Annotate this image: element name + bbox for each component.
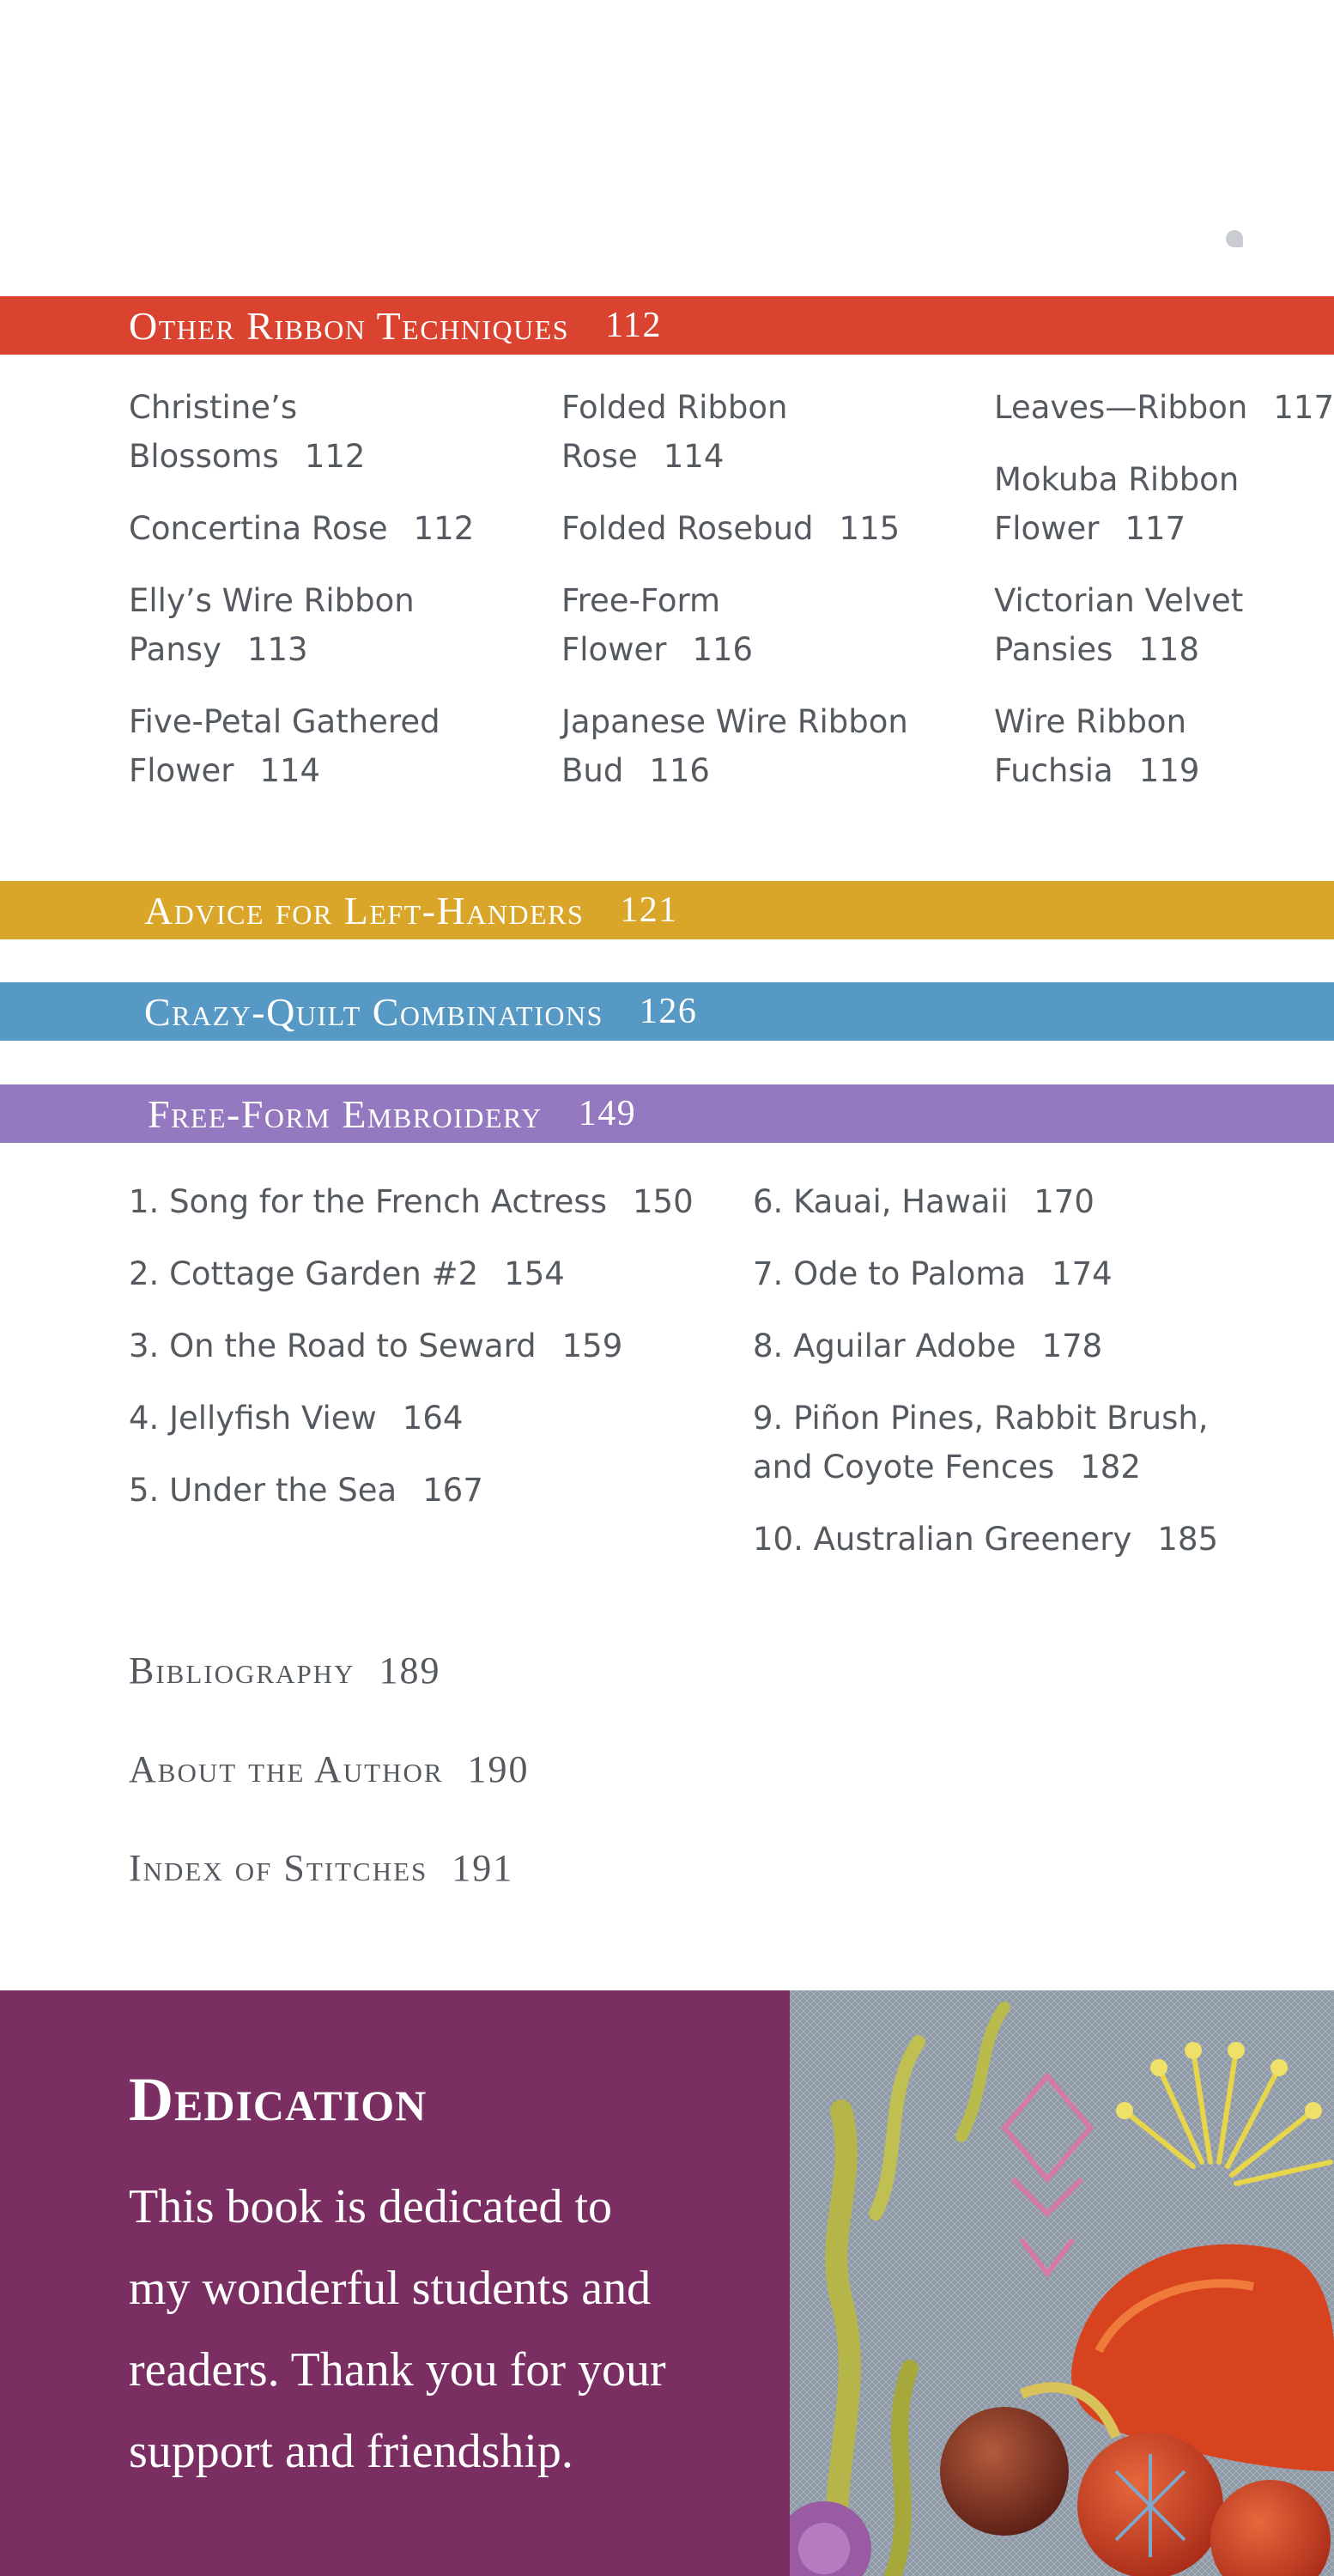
- entry-page: 164: [402, 1400, 464, 1437]
- entry-page: 189: [379, 1649, 441, 1692]
- entry-page: 117: [1273, 389, 1334, 426]
- entry-title-line: [753, 1249, 1218, 1298]
- entry-page: 170: [1034, 1183, 1094, 1220]
- entry-title-text: Fuchsia: [994, 752, 1113, 789]
- entry-page: 114: [663, 438, 725, 475]
- embroidery-illustration: [790, 1990, 1334, 2576]
- toc-entry: [561, 697, 908, 795]
- entry-title-line: Mokuba Ribbon: [994, 461, 1240, 498]
- entry-title-text: and Coyote Fences: [753, 1449, 1055, 1485]
- ribbon-column-2: [561, 383, 908, 818]
- toc-entry: [129, 504, 474, 553]
- toc-entry-index-of-stitches: [129, 1846, 513, 1890]
- section-page: 121: [620, 890, 678, 930]
- entry-title-line: [753, 1177, 1218, 1226]
- toc-entry: [129, 697, 474, 795]
- entry-page: 154: [504, 1255, 565, 1292]
- entry-title-line: [129, 1321, 694, 1370]
- entry-page: 112: [304, 438, 366, 475]
- entry-title-text: 2. Cottage Garden #2: [129, 1255, 479, 1292]
- section-header-crazy-quilt: [0, 982, 1334, 1041]
- entry-page: 115: [839, 510, 900, 547]
- ribbon-column-1: [129, 383, 474, 818]
- entry-title-text: Pansy: [129, 631, 221, 668]
- entry-title-text: Leaves—Ribbon: [994, 389, 1248, 426]
- entry-title-text: Flower: [129, 752, 234, 789]
- toc-entry: [753, 1394, 1218, 1492]
- dedication-text: [129, 2166, 764, 2493]
- entry-title-line: [561, 625, 908, 674]
- entry-title-text: 1. Song for the French Actress: [129, 1183, 607, 1220]
- entry-title-line: [129, 1249, 694, 1298]
- entry-title-line: [994, 383, 1334, 432]
- toc-entry: [753, 1177, 1218, 1226]
- entry-page: 190: [467, 1748, 530, 1790]
- entry-title-text: 4. Jellyfish View: [129, 1400, 377, 1437]
- paper-smudge: [1226, 230, 1243, 247]
- toc-entry: [129, 1321, 694, 1370]
- dedication-title: Dedication: [129, 2065, 427, 2134]
- entry-title-line: [129, 625, 474, 674]
- toc-entry-about-the-author: [129, 1747, 530, 1791]
- section-title: Advice for Left-Handers: [144, 888, 585, 933]
- dedication-panel: [0, 1990, 790, 2576]
- free-form-column-2: [753, 1177, 1218, 1587]
- entry-title-line: [994, 504, 1334, 553]
- entry-title-text: Folded Rosebud: [561, 510, 814, 547]
- entry-title-line: [129, 1394, 694, 1443]
- dedication-line: readers. Thank you for your: [129, 2343, 666, 2397]
- entry-title-text: Rose: [561, 438, 638, 475]
- entry-page: 182: [1080, 1449, 1141, 1485]
- entry-title-text: Flower: [561, 631, 667, 668]
- entry-title-text: 7. Ode to Paloma: [753, 1255, 1027, 1292]
- entry-title-line: [753, 1443, 1218, 1492]
- toc-entry: [129, 383, 474, 481]
- entry-title-text: 8. Aguilar Adobe: [753, 1327, 1016, 1364]
- embroidery-photo: [790, 1990, 1334, 2576]
- entry-title-text: Pansies: [994, 631, 1113, 668]
- entry-page: 150: [633, 1183, 694, 1220]
- dedication-line: my wonderful students and: [129, 2262, 652, 2315]
- section-page: 112: [605, 306, 663, 345]
- toc-entry: [561, 383, 908, 481]
- entry-title-line: Christine’s: [129, 389, 298, 426]
- ribbon-column-3: [994, 383, 1334, 818]
- entry-title-line: [129, 432, 474, 481]
- entry-title: About the Author: [129, 1748, 444, 1790]
- section-header-free-form-embroidery: [0, 1084, 1334, 1143]
- entry-title-line: Wire Ribbon: [994, 703, 1187, 740]
- toc-entry: [994, 576, 1334, 674]
- entry-title-line: [129, 1177, 694, 1226]
- toc-entry: [129, 576, 474, 674]
- entry-title-text: 5. Under the Sea: [129, 1472, 397, 1509]
- entry-title-line: 9. Piñon Pines, Rabbit Brush,: [753, 1400, 1209, 1437]
- section-page: 126: [639, 992, 698, 1031]
- toc-entry: [994, 697, 1334, 795]
- entry-title: Bibliography: [129, 1649, 355, 1692]
- entry-page: 118: [1138, 631, 1199, 668]
- free-form-column-1: [129, 1177, 694, 1538]
- toc-entry: [129, 1466, 694, 1515]
- entry-title-line: [753, 1515, 1218, 1564]
- entry-page: 117: [1125, 510, 1186, 547]
- section-title: Crazy-Quilt Combinations: [144, 989, 603, 1034]
- entry-title-line: Free-Form: [561, 582, 721, 619]
- entry-page: 167: [422, 1472, 483, 1509]
- entry-title-line: [129, 746, 474, 795]
- entry-page: 178: [1041, 1327, 1103, 1364]
- entry-title-line: [129, 504, 474, 553]
- toc-entry: [561, 504, 908, 553]
- section-header-other-ribbon-techniques: [0, 296, 1334, 355]
- toc-entry: [753, 1249, 1218, 1298]
- toc-entry: [994, 383, 1334, 432]
- entry-title-line: Folded Ribbon: [561, 389, 788, 426]
- entry-page: 119: [1138, 752, 1200, 789]
- entry-title-line: [561, 504, 908, 553]
- toc-entry: [129, 1394, 694, 1443]
- entry-page: 159: [561, 1327, 623, 1364]
- section-header-advice-left-handers: [0, 881, 1334, 939]
- toc-entry-bibliography: [129, 1649, 440, 1692]
- toc-entry: [561, 576, 908, 674]
- entry-title: Index of Stitches: [129, 1847, 428, 1889]
- entry-title-line: [561, 746, 908, 795]
- entry-title-line: Elly’s Wire Ribbon: [129, 582, 415, 619]
- toc-entry: [129, 1177, 694, 1226]
- entry-title-text: 3. On the Road to Seward: [129, 1327, 537, 1364]
- toc-entry: [994, 455, 1334, 553]
- entry-title-line: Japanese Wire Ribbon: [561, 703, 908, 740]
- dedication-line: support and friendship.: [129, 2425, 573, 2478]
- entry-title-text: 6. Kauai, Hawaii: [753, 1183, 1009, 1220]
- entry-title-text: 10. Australian Greenery: [753, 1521, 1132, 1558]
- section-page: 149: [578, 1094, 637, 1133]
- toc-entry: [753, 1321, 1218, 1370]
- section-title: Other Ribbon Techniques: [129, 303, 570, 348]
- entry-page: 191: [452, 1847, 514, 1889]
- entry-title-text: Bud: [561, 752, 624, 789]
- entry-page: 113: [246, 631, 308, 668]
- entry-title-line: [753, 1321, 1218, 1370]
- entry-title-line: [994, 625, 1334, 674]
- entry-title-text: Blossoms: [129, 438, 279, 475]
- entry-page: 185: [1157, 1521, 1219, 1558]
- section-title: Free-Form Embroidery: [148, 1091, 543, 1136]
- toc-entry: [129, 1249, 694, 1298]
- entry-title-line: [561, 432, 908, 481]
- entry-page: 116: [649, 752, 710, 789]
- entry-title-line: Victorian Velvet: [994, 582, 1244, 619]
- entry-title-text: Flower: [994, 510, 1100, 547]
- entry-title-line: [129, 1466, 694, 1515]
- entry-page: 116: [692, 631, 754, 668]
- entry-page: 114: [259, 752, 321, 789]
- entry-page: 112: [413, 510, 475, 547]
- entry-title-line: Five-Petal Gathered: [129, 703, 440, 740]
- entry-title-line: [994, 746, 1334, 795]
- entry-title-text: Concertina Rose: [129, 510, 388, 547]
- dedication-line: This book is dedicated to: [129, 2180, 613, 2233]
- toc-entry: [753, 1515, 1218, 1564]
- entry-page: 174: [1052, 1255, 1113, 1292]
